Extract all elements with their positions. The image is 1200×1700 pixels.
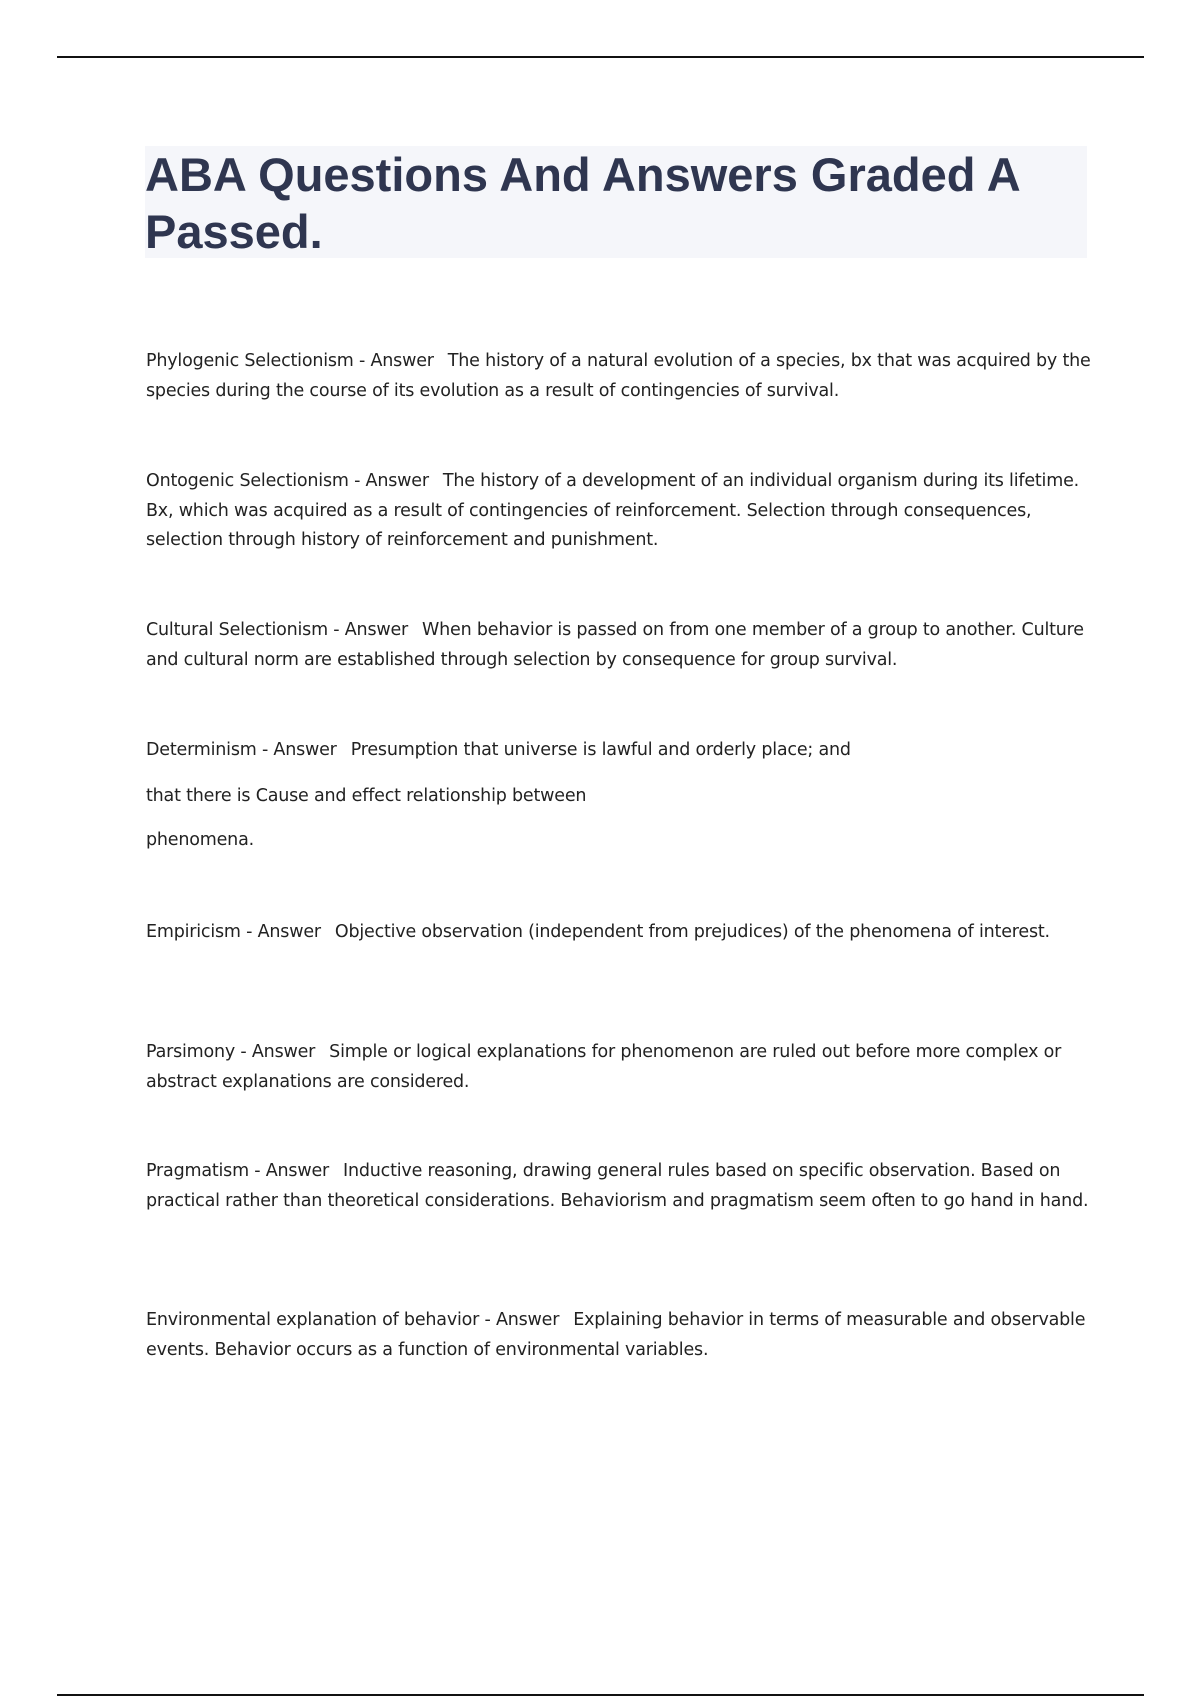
qa-entry-cultural-selectionism [146, 616, 1096, 675]
qa-entry-determinism [146, 736, 1096, 856]
entry-term: Empiricism - Answer [146, 922, 321, 942]
qa-entry-empiricism [146, 918, 1096, 948]
entry-definition-line-1: Presumption that universe is lawful and orderly place; and [350, 740, 851, 760]
entry-definition: The history of a development of an individual organism during its lifetime. Bx, which was acquired as a result of contingencies of reinforcement. Selection through consequences, selection through history of reinforcement and punishment. [146, 471, 1079, 550]
entry-term: Phylogenic Selectionism - Answer [146, 351, 434, 371]
entry-term: Ontogenic Selectionism - Answer [146, 471, 429, 491]
footer-rule [57, 1694, 1144, 1696]
entry-term: Pragmatism - Answer [146, 1161, 330, 1181]
entry-term: Parsimony - Answer [146, 1042, 316, 1062]
page-title: ABA Questions And Answers Graded A Passed. [145, 148, 1019, 258]
qa-entry-ontogenic-selectionism [146, 467, 1096, 556]
entry-term: Environmental explanation of behavior - Answer [146, 1310, 560, 1330]
entry-term: Determinism - Answer [146, 740, 337, 760]
entry-definition-line-3: phenomena. [146, 830, 254, 850]
qa-entry-phylogenic-selectionism [146, 347, 1096, 406]
qa-entry-environmental-explanation [146, 1306, 1096, 1365]
entry-definition: Objective observation (independent from prejudices) of the phenomena of interest. [334, 922, 1050, 942]
header-rule [57, 56, 1144, 58]
entry-definition: Inductive reasoning, drawing general rules based on specific observation. Based on practical rather than theoretical considerations. Behaviorism and pragmatism seem often to go hand in hand. [146, 1161, 1089, 1211]
entry-line [146, 736, 1096, 782]
entry-definition: The history of a natural evolution of a species, bx that was acquired by the species during the course of its evolution as a result of contingencies of survival. [146, 351, 1091, 401]
title-block [145, 146, 1087, 258]
qa-entry-pragmatism [146, 1157, 1096, 1216]
entry-term: Cultural Selectionism - Answer [146, 620, 409, 640]
qa-entry-parsimony [146, 1038, 1096, 1097]
entry-definition: Simple or logical explanations for phenomenon are ruled out before more complex or abstract explanations are considered. [146, 1042, 1062, 1092]
entry-definition: When behavior is passed on from one member of a group to another. Culture and cultural norm are established through selection by consequence for group survival. [146, 620, 1084, 670]
entry-definition: Explaining behavior in terms of measurable and observable events. Behavior occurs as a function of environmental variables. [146, 1310, 1086, 1360]
entry-definition-line-2: that there is Cause and effect relationship between [146, 786, 587, 806]
